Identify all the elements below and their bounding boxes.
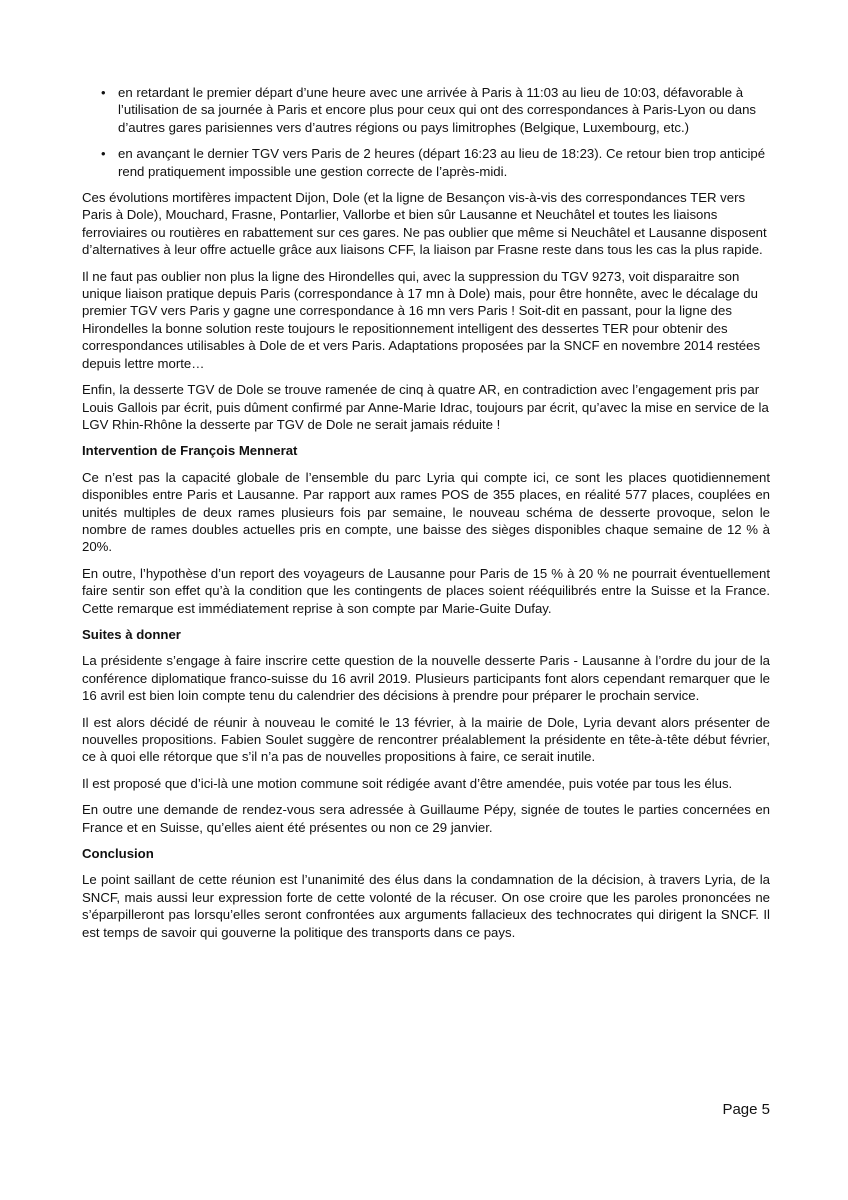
bullet-item [82, 84, 770, 136]
page-number: Page 5 [722, 1101, 770, 1118]
bullet-text: en retardant le premier départ d’une heure avec une arrivée à Paris à 11:03 au lieu de 10:03, défavorable à l’utilisation de sa journée à Paris et encore plus pour ceux qui ont des correspondances à Paris-Lyon ou dans d’autres gares parisiennes vers d’autres régions ou pays limitrophes (Belgique, Luxembourg, etc.) [118, 85, 757, 135]
paragraph: En outre, l’hypothèse d’un report des voyageurs de Lausanne pour Paris de 15 % à 20 % ne pourrait éventuellement faire sentir son effet qu’à la condition que les contingents de places soient rééquilibrés entre la Suisse et la France. Cette remarque est immédiatement reprise à son compte par Marie-Guite Dufay. [82, 565, 770, 616]
paragraph: La présidente s’engage à faire inscrire cette question de la nouvelle desserte Paris - Lausanne à l’ordre du jour de la conférence diplomatique franco-suisse du 16 avril 2019. Plusieurs participants font alors cependant remarquer que le 16 avril est bien loin compte tenu du calendrier des décisions à prendre pour préparer le prochain service. [82, 653, 770, 704]
bullet-icon: • [101, 146, 106, 162]
bullet-item [82, 145, 770, 180]
paragraph: Ces évolutions mortifères impactent Dijon, Dole (et la ligne de Besançon vis-à-vis des correspondances TER vers Paris à Dole), Mouchard, Frasne, Pontarlier, Vallorbe et bien sûr Lausanne et Neuchâtel et toutes les liaisons ferroviaires ou routières en rabattement sur ces gares. Ne pas oublier que même si Neuchâtel et Lausanne disposent d’alternatives à leur offre actuelle grâce aux liaisons CFF, la liaison par Frasne reste dans tous les cas la plus rapide. [82, 190, 767, 258]
section-heading-intervention: Intervention de François Mennerat [82, 443, 298, 459]
paragraph: Le point saillant de cette réunion est l’unanimité des élus dans la condamnation de la décision, à travers Lyria, de la SNCF, mais aussi leur expression forte de cette volonté de la récuser. On ose croire que les paroles prononcées ne s’éparpilleront pas lorsqu’elles seront confrontées aux arguments fallacieux des technocrates qui dirigent la SNCF. Il est temps de savoir qui gouverne la politique des transports dans ce pays. [82, 872, 770, 940]
document-body [82, 84, 770, 950]
paragraph: Ce n’est pas la capacité globale de l’ensemble du parc Lyria qui compte ici, ce sont les places quotidiennement disponibles entre Paris et Lausanne. Par rapport aux rames POS de 355 places, en réalité 577 places, couplées en unités multiples de deux rames plusieurs fois par semaine, le nouveau schéma de desserte provoque, selon le nombre de rames doubles actuelles pris en compte, une baisse des sièges disponibles chaque semaine de 12 % à 20%. [82, 469, 770, 555]
bullet-list [82, 84, 770, 180]
bullet-text: en avançant le dernier TGV vers Paris de 2 heures (départ 16:23 au lieu de 18:23). Ce retour bien trop anticipé rend pratiquement impossible une gestion correcte de l’après-midi. [118, 146, 766, 179]
paragraph: En outre une demande de rendez-vous sera adressée à Guillaume Pépy, signée de toutes le parties concernées en France et en Suisse, qu’elles aient été présentes ou non ce 29 janvier. [82, 802, 770, 835]
paragraph: Enfin, la desserte TGV de Dole se trouve ramenée de cinq à quatre AR, en contradiction avec l’engagement pris par Louis Gallois par écrit, puis dûment confirmé par Anne-Marie Idrac, toujours par écrit, qu’avec la mise en service de la LGV Rhin-Rhône la desserte par TGV de Dole ne serait jamais réduite ! [82, 382, 769, 432]
bullet-icon: • [101, 85, 106, 100]
section-heading-conclusion: Conclusion [82, 846, 154, 862]
paragraph: Il est proposé que d’ici-là une motion commune soit rédigée avant d’être amendée, puis votée par tous les élus. [82, 775, 733, 791]
paragraph: Il est alors décidé de réunir à nouveau le comité le 13 février, à la mairie de Dole, Lyria devant alors présenter de nouvelles propositions. Fabien Soulet suggère de rencontrer préalablement la présidente en tête-à-tête début février, ce à quoi elle rétorque que s’il n’a pas de nouvelles propositions à faire, ce serait inutile. [82, 714, 770, 765]
section-heading-suites: Suites à donner [82, 626, 181, 642]
paragraph: Il ne faut pas oublier non plus la ligne des Hirondelles qui, avec la suppression du TGV 9273, voit disparaitre son unique liaison pratique depuis Paris (correspondance à 17 mn à Dole) mais, pour être honnête, avec le décalage du premier TGV vers Paris y gagne une correspondance à 16 mn vers Paris ! Soit-dit en passant, pour la ligne des Hirondelles la bonne solution reste toujours le repositionnement intelligent des dessertes TER pour obtenir des correspondances utilisables à Dole de et vers Paris. Adaptations proposées par la SNCF en novembre 2014 restées depuis lettre morte… [82, 268, 761, 371]
